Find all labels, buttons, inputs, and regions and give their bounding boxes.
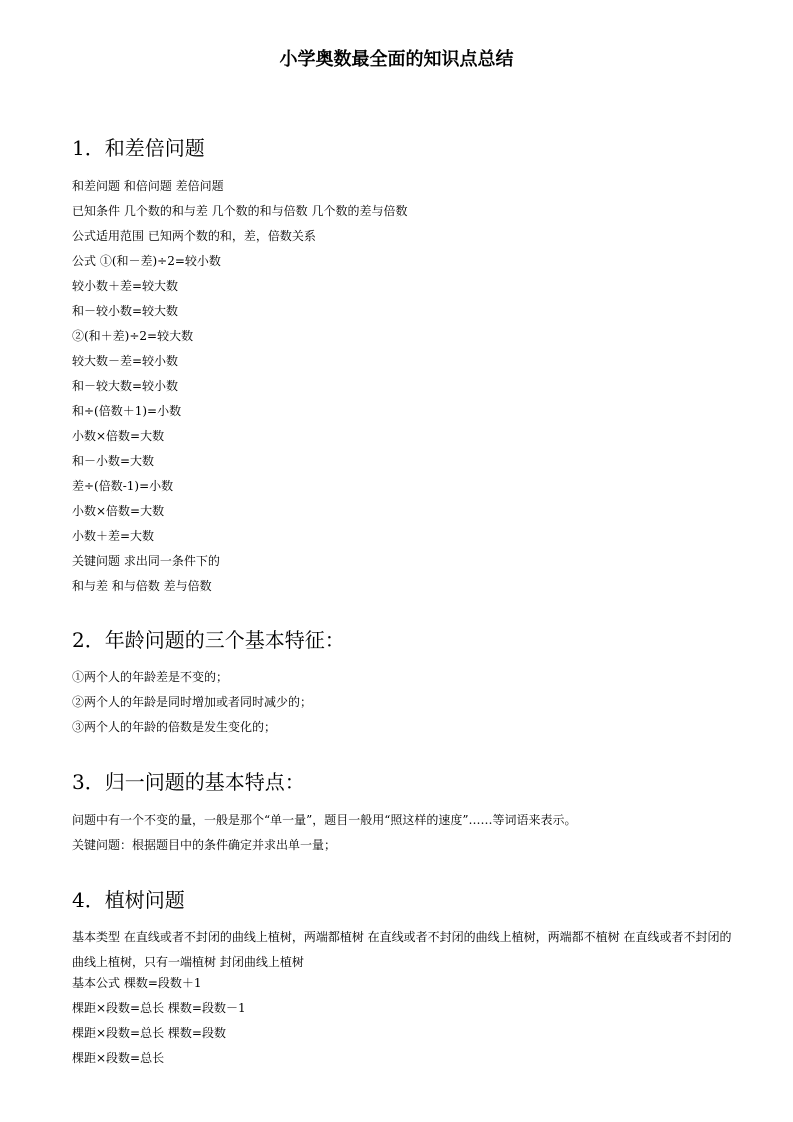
section-heading: 2．年龄问题的三个基本特征：: [72, 628, 345, 652]
section-body: [72, 812, 732, 862]
text-line: 关键问题：根据题目中的条件确定并求出单一量；: [72, 838, 337, 852]
text-line: 棵距×段数=总长 棵数=段数: [72, 1026, 226, 1040]
section-sum-difference-multiple: [72, 134, 732, 603]
text-line: 和÷(倍数＋1)=小数: [72, 404, 182, 418]
text-line: 小数×倍数=大数: [72, 504, 165, 518]
section-unitary-problem: [72, 768, 732, 862]
text-line: 公式适用范围 已知两个数的和，差，倍数关系: [72, 229, 316, 243]
text-line: 和－小数=大数: [72, 454, 155, 468]
text-line: 和－较小数=较大数: [72, 304, 179, 318]
section-age-problem: [72, 626, 732, 744]
section-heading: 4．植树问题: [72, 888, 185, 912]
text-line: 较小数＋差=较大数: [72, 279, 179, 293]
text-line: 棵距×段数=总长 棵数=段数－1: [72, 1001, 246, 1015]
text-line: 差÷(倍数-1)=小数: [72, 479, 174, 493]
text-line: ①两个人的年龄差是不变的；: [72, 670, 229, 684]
text-line: 关键问题 求出同一条件下的: [72, 554, 220, 568]
text-line: 和与差 和与倍数 差与倍数: [72, 579, 212, 593]
text-line: 已知条件 几个数的和与差 几个数的和与倍数 几个数的差与倍数: [72, 204, 408, 218]
text-line: 基本类型 在直线或者不封闭的曲线上植树，两端都植树 在直线或者不封闭的曲线上植树，两端都不植树 在直线或者不封闭的曲线上植树，只有一端植树 封闭曲线上植树: [72, 930, 732, 969]
page-title: 小学奥数最全面的知识点总结: [279, 49, 514, 70]
text-line: 棵距×段数=总长: [72, 1051, 165, 1065]
text-line: 小数×倍数=大数: [72, 429, 165, 443]
section-heading: 1．和差倍问题: [72, 136, 205, 160]
section-body: [72, 925, 732, 1075]
text-line: 和差问题 和倍问题 差倍问题: [72, 179, 224, 193]
text-line: 和－较大数=较小数: [72, 379, 179, 393]
section-tree-planting-problem: [72, 886, 732, 1075]
text-line: 较大数－差=较小数: [72, 354, 179, 368]
text-line: 公式 ①(和－差)÷2=较小数: [72, 254, 221, 268]
text-line: ③两个人的年龄的倍数是发生变化的；: [72, 720, 277, 734]
section-body: [72, 669, 732, 744]
text-line: 小数＋差=大数: [72, 529, 155, 543]
text-line: ②两个人的年龄是同时增加或者同时减少的；: [72, 695, 313, 709]
text-line: ②(和＋差)÷2=较大数: [72, 329, 194, 343]
section-body: [72, 178, 732, 603]
text-line: 基本公式 棵数=段数＋1: [72, 976, 202, 990]
section-heading: 3．归一问题的基本特点：: [72, 770, 305, 794]
text-line: 问题中有一个不变的量，一般是那个“单一量”，题目一般用“照这样的速度”……等词语来表示。: [72, 813, 577, 827]
